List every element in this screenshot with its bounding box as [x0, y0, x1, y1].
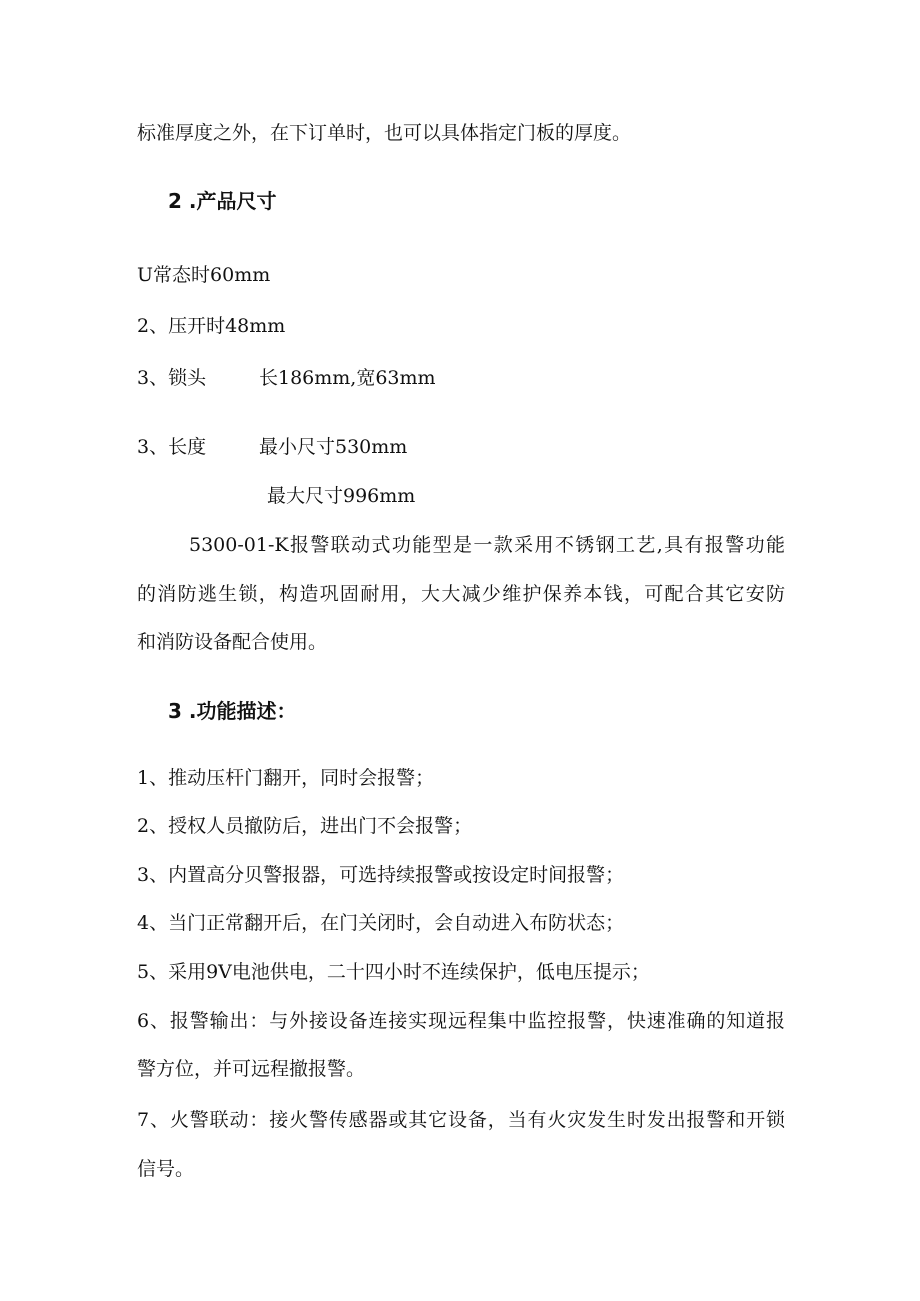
- size-item-length: [137, 435, 407, 459]
- section-2-heading: 2 .产品尺寸: [168, 189, 277, 213]
- size-item-label: 3、锁头: [137, 367, 207, 389]
- size-item-pressed-state: 2、压开时48mm: [137, 315, 286, 337]
- size-item-length-max: 最大尺寸996mm: [267, 485, 416, 507]
- section-3-heading: 3 .功能描述：: [168, 699, 297, 723]
- feature-item-6-line-2: 警方位，并可远程撤报警。: [137, 1058, 366, 1080]
- description-line-3: 和消防设备配合使用。: [137, 631, 328, 653]
- feature-item-7-line-2: 信号。: [137, 1158, 195, 1180]
- size-item-lock-head: [137, 366, 436, 390]
- feature-item-6-line-1: 6、报警输出：与外接设备连接实现远程集中监控报警，快速准确的知道报: [137, 1010, 785, 1032]
- feature-item-2: 2、授权人员撤防后，进出门不会报警；: [137, 815, 473, 837]
- feature-item-7-line-1: 7、火警联动：接火警传感器或其它设备，当有火灾发生时发出报警和开锁: [137, 1109, 785, 1131]
- intro-paragraph-tail: 标准厚度之外，在下订单时，也可以具体指定门板的厚度。: [137, 122, 632, 144]
- feature-item-3: 3、内置高分贝警报器，可选持续报警或按设定时间报警；: [137, 864, 625, 886]
- feature-item-1: 1、推动压杆门翻开，同时会报警；: [137, 767, 435, 789]
- size-item-value: 长186mm,宽63mm: [259, 367, 436, 389]
- feature-item-5: 5、采用9V电池供电，二十四小时不连续保护，低电压提示；: [137, 961, 650, 983]
- description-line-2: 的消防逃生锁，构造巩固耐用，大大减少维护保养本钱，可配合其它安防: [137, 583, 785, 605]
- size-item-label: 3、长度: [137, 436, 207, 458]
- feature-item-4: 4、当门正常翻开后，在门关闭时，会自动进入布防状态；: [137, 912, 625, 934]
- size-item-value: 最小尺寸530mm: [259, 436, 408, 458]
- description-line-1: 5300-01-K报警联动式功能型是一款采用不锈钢工艺,具有报警功能: [189, 534, 785, 556]
- size-item-normal-state: U常态时60mm: [137, 264, 271, 286]
